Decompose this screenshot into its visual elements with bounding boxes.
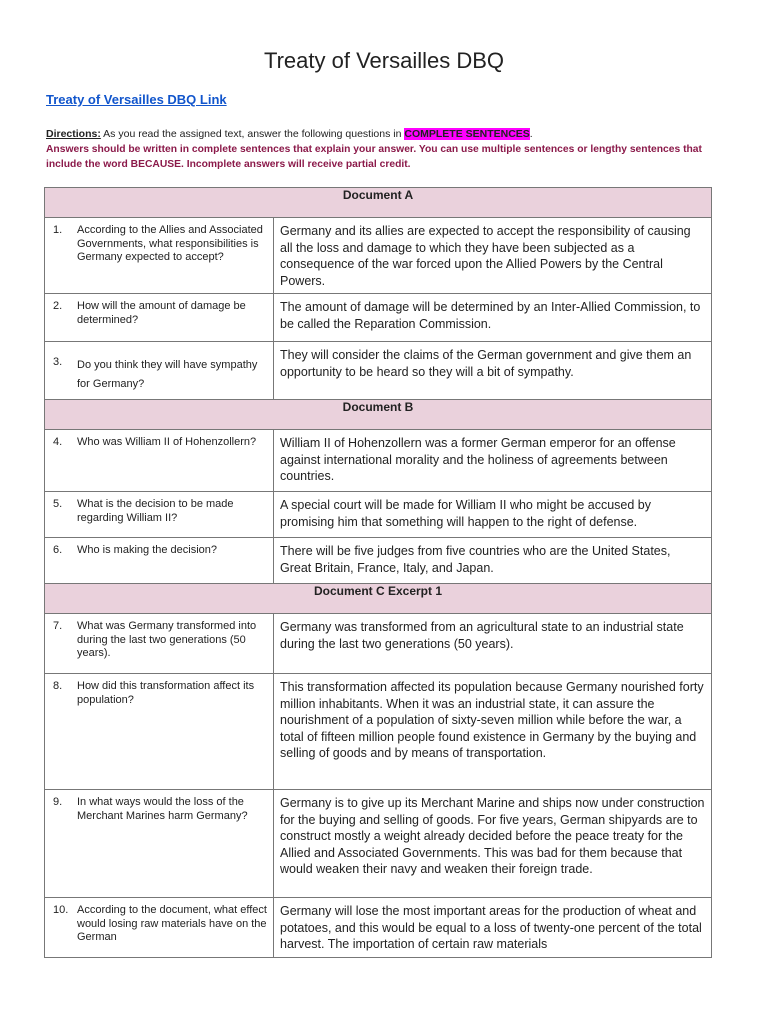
question-cell <box>45 342 274 400</box>
directions-note: Answers should be written in complete sentences that explain your answer. You can use multiple sentences or lengthy sentences that include the word BECAUSE. Incomplete answers will receive partial credit. <box>46 144 702 170</box>
question-number: 10. <box>53 904 69 916</box>
answer-cell[interactable]: This transformation affected its population because Germany nourished forty million inhabitants. When it was an industrial state, it can assure the nourishment of a population of sixty-seven million while before the war, a total of fifteen million people found existence in Germany by the buying and selling of goods and by means of transportation. <box>274 674 712 790</box>
dbq-table <box>44 187 712 958</box>
answer-cell[interactable]: William II of Hohenzollern was a former German emperor for an offense against international morality and the holiness of agreements between countries. <box>274 430 712 492</box>
question-text: Who is making the decision? <box>77 544 218 556</box>
directions-highlight: COMPLETE SENTENCES <box>404 128 530 140</box>
question-number: 2. <box>53 300 63 312</box>
answer-cell[interactable]: Germany was transformed from an agricultural state to an industrial state during the last two generations (50 years). <box>274 614 712 674</box>
directions-label: Directions: <box>46 128 101 140</box>
question-number: 9. <box>53 796 63 808</box>
table-row <box>45 342 712 400</box>
table-row <box>45 898 712 958</box>
answer-cell[interactable]: A special court will be made for William II who might be accused by promising him that something will happen to the right of defense. <box>274 492 712 538</box>
directions-text: As you read the assigned text, answer the following questions in <box>100 128 405 140</box>
table-row <box>45 674 712 790</box>
question-cell <box>45 430 274 492</box>
question-number: 4. <box>53 436 63 448</box>
question-text: According to the document, what effect would losing raw materials have on the German <box>77 904 267 943</box>
question-text: Do you think they will have sympathy for Germany? <box>77 359 258 390</box>
table-row <box>45 218 712 294</box>
answer-cell[interactable]: Germany is to give up its Merchant Marine and ships now under construction for the buying and selling of goods. For five years, German shipyards are to construct mostly a weight already decided before the peace treaty for the Allied and Associated Governments. This was bad for them because that would weaken their navy and weaken their foreign trade. <box>274 790 712 898</box>
question-cell <box>45 790 274 898</box>
table-row <box>45 492 712 538</box>
question-text: How will the amount of damage be determined? <box>77 300 246 326</box>
question-text: How did this transformation affect its population? <box>77 680 255 706</box>
question-number: 5. <box>53 498 63 510</box>
question-cell <box>45 492 274 538</box>
question-text: What was Germany transformed into during the last two generations (50 years). <box>77 620 257 659</box>
dbq-link[interactable]: Treaty of Versailles DBQ Link <box>46 92 227 107</box>
answer-cell[interactable]: Germany and its allies are expected to accept the responsibility of causing all the loss and damage to which they have been subjected as a consequence of the war forced upon the Allied Powers by the Central Powers. <box>274 218 712 294</box>
question-text: What is the decision to be made regarding William II? <box>77 498 234 524</box>
answer-cell[interactable]: Germany will lose the most important areas for the production of wheat and potatoes, and this would be equal to a loss of twenty-one percent of the total harvest. The importation of certain raw materials <box>274 898 712 958</box>
question-text: In what ways would the loss of the Merchant Marines harm Germany? <box>77 796 248 822</box>
directions-period: . <box>529 128 533 140</box>
table-row <box>45 614 712 674</box>
question-cell <box>45 614 274 674</box>
question-cell <box>45 674 274 790</box>
question-number: 1. <box>53 224 63 236</box>
table-row <box>45 790 712 898</box>
table-row <box>45 538 712 584</box>
question-number: 7. <box>53 620 63 632</box>
section-header: Document A <box>45 188 712 218</box>
answer-cell[interactable]: They will consider the claims of the German government and give them an opportunity to be heard so they will a bit of sympathy. <box>274 342 712 400</box>
question-cell <box>45 294 274 342</box>
section-header: Document C Excerpt 1 <box>45 584 712 614</box>
question-text: Who was William II of Hohenzollern? <box>77 436 257 448</box>
directions-block <box>46 127 726 172</box>
question-text: According to the Allies and Associated Governments, what responsibilities is Germany expected to accept? <box>77 224 263 263</box>
answer-cell[interactable]: The amount of damage will be determined by an Inter-Allied Commission, to be called the Reparation Commission. <box>274 294 712 342</box>
table-row <box>45 430 712 492</box>
question-number: 8. <box>53 680 63 692</box>
question-cell <box>45 218 274 294</box>
section-header: Document B <box>45 400 712 430</box>
answer-cell[interactable]: There will be five judges from five countries who are the United States, Great Britain, France, Italy, and Japan. <box>274 538 712 584</box>
question-number: 6. <box>53 544 63 556</box>
table-row <box>45 294 712 342</box>
question-number: 3. <box>53 356 63 368</box>
page-title: Treaty of Versailles DBQ <box>263 48 505 73</box>
question-cell <box>45 538 274 584</box>
question-cell <box>45 898 274 958</box>
